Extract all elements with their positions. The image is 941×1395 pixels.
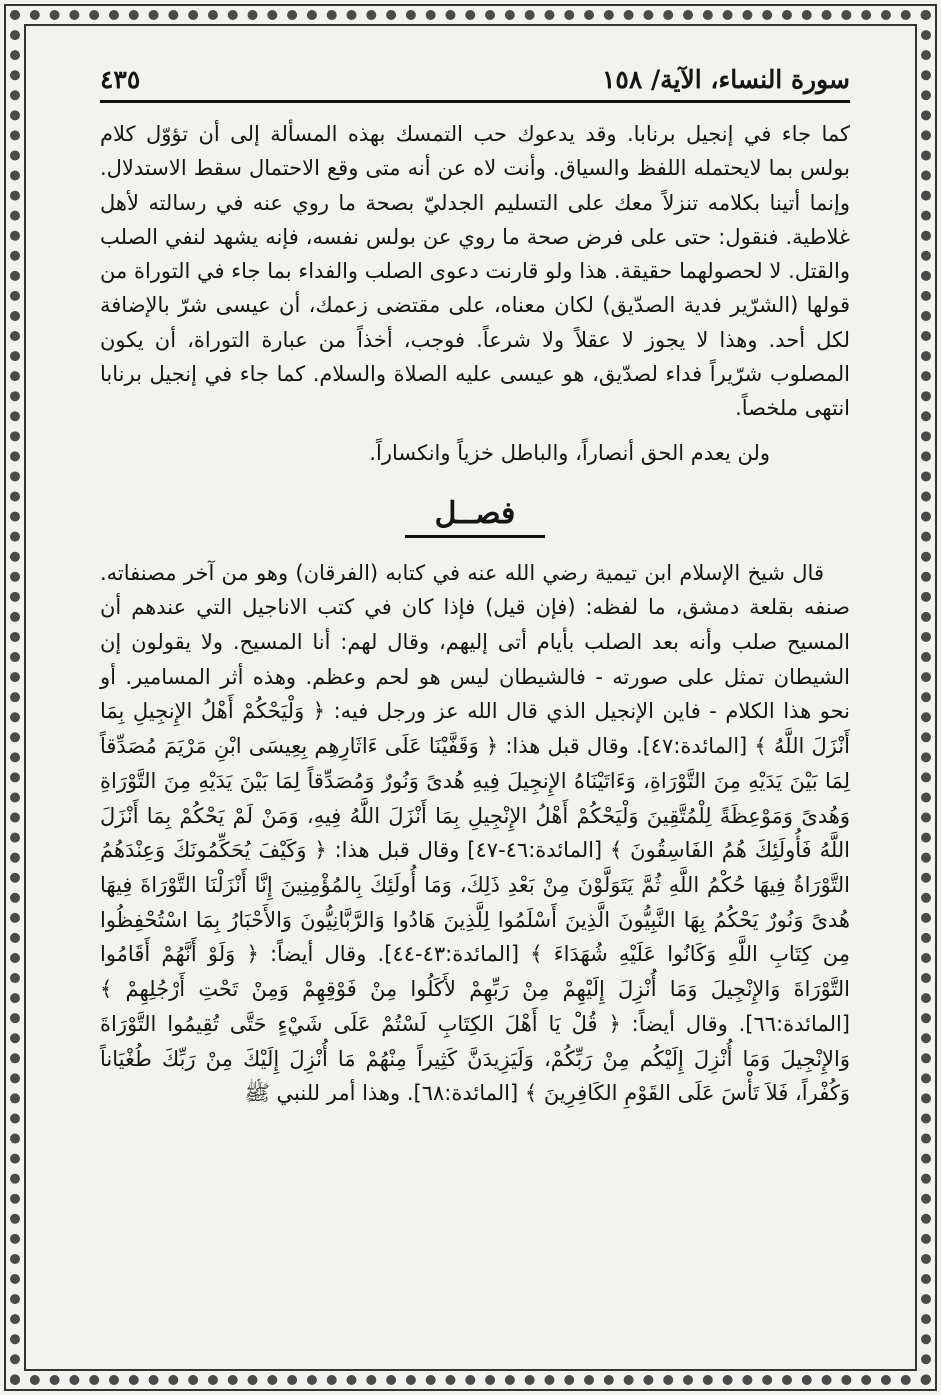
page-content (100, 58, 850, 1348)
section-heading (100, 496, 850, 538)
closing-line: ولن يعدم الحق أنصاراً، والباطل خزياً وانكساراً. (369, 440, 770, 465)
paragraph-1: كما جاء في إنجيل برنابا. وقد يدعوك حب التمسك بهذه المسألة إلى أن تؤوّل كلام بولس بما لايحتمله اللفظ والسياق. وأنت لاه عن أنه متى وقع الاحتمال سقط الاستدلال. وإنما أتينا بكلامه تنزلاً معك على التسليم الجدليّ بصحة ما روي عنه في رسالته لأهل غلاطية. فنقول: حتى على فرض صحة ما روي عن بولس نفسه، فإنه يشهد لنفي الصلب والقتل. لا لحصولهما حقيقة. هذا ولو قارنت دعوى الصلب والفداء بما جاء في التوراة من قولها (الشرّير فدية الصدّيق) لكان معناه، على مقتضى زعمك، أن عيسى شرّ بالإضافة لكل أحد. وهذا لا يجوز لا عقلاً ولا شرعاً. فوجب، أخذاً من عبارة التوراة، أن يكون المصلوب شرّيراً فداء لصدّيق، هو عيسى عليه الصلاة والسلام. كما جاء في إنجيل برنابا انتهى ملخصاً. (100, 122, 850, 421)
running-header (100, 58, 850, 94)
header-rule (100, 100, 850, 103)
section-heading-text: فصــل (405, 496, 546, 538)
paragraph-2: قال شيخ الإسلام ابن تيمية رضي الله عنه في كتابه (الفرقان) وهو من آخر مصنفاته. صنفه بقلعة دمشق، ما لفظه: (فإن قيل) فإذا كان في كتب الاناجيل التي عندهم أن المسيح صلب وأنه بعد الصلب بأيام أتى إليهم، وقال لهم: أنا المسيح. ولا يقولون إن الشيطان تمثل على صورته - فالشيطان ليس هو لحم وعظم. وهذه أثر المسامير. أو نحو هذا الكلام - فاين الإنجيل الذي قال الله عز ورجل فيه: ﴿ وَلْيَحْكُمْ أَهْلُ الإِنجِيلِ بِمَا أَنْزَلَ اللَّهُ ﴾ [المائدة:٤٧]. وقال قبل هذا: ﴿ وَقَفَّيْنَا عَلَى ءَاثَارِهِم بِعِيسَى ابْنِ مَرْيَمَ مُصَدِّقاً لِمَا بَيْنَ يَدَيْهِ مِنَ التَّوْرَاةِ، وَءَاتَيْنَاهُ الإِنجِيلَ فِيهِ هُدىً وَنُورٌ وَمُصَدِّقاً لِمَا بَيْنَ يَدَيْهِ مِنَ التَّوْرَاةِ وَهُدىً وَمَوْعِظَةً لِلْمُتَّقِينَ وَلْيَحْكُمْ أَهْلُ الإِنْجِيلِ بِمَا أَنْزَلَ اللَّهُ فِيهِ، وَمَنْ لَمْ يَحْكُمْ بِمَا أَنْزَلَ اللَّهُ فَأُولَئِكَ هُمُ الفَاسِقُونَ ﴾ [المائدة:٤٦-٤٧] وقال قبل هذا: ﴿ وَكَيْفَ يُحَكِّمُونَكَ وَعِنْدَهُمُ التَّوْرَاةُ فِيهَا حُكْمُ اللَّهِ ثُمَّ يَتَوَلَّوْنَ مِنْ بَعْدِ ذَلِكَ، وَمَا أُولَئِكَ بِالمُؤْمِنِينَ إِنَّا أَنْزَلْنَا التَّوْرَاةَ فِيهَا هُدىً وَنُورٌ يَحْكُمُ بِهَا النَّبِيُّونَ الَّذِينَ أَسْلَمُوا لِلَّذِينَ هَادُوا وَالرَّبَّانِيُّونَ وَالأَحْبَارُ بِمَا اسْتُحْفِظُوا مِن كِتَابِ اللَّهِ وَكَانُوا عَلَيْهِ شُهَدَاءَ ﴾ [المائدة:٤٣-٤٤]. وقال أيضاً: ﴿ وَلَوْ أَنَّهُمْ أَقَامُوا التَّوْرَاةَ وَالإِنْجِيلَ وَمَا أُنْزِلَ إِلَيْهِمْ مِنْ رَبِّهِمْ لأَكَلُوا مِنْ فَوْقِهِمْ وَمِنْ تَحْتِ أَرْجُلِهِمْ ﴾ [المائدة:٦٦]. وقال أيضاً: ﴿ قُلْ يَا أَهْلَ الكِتَابِ لَسْتُمْ عَلَى شَيْءٍ حَتَّى تُقِيمُوا التَّوْرَاةَ وَالإِنْجِيلَ وَمَا أُنْزِلَ إِلَيْكُم مِنْ رَبِّكُمْ، وَلَيَزِيدَنَّ كَثِيراً مِنْهُمْ مَا أُنْزِلَ إِلَيْكَ مِنْ رَبِّكَ طُغْيَاناً وَكُفْراً، فَلاَ تَأْسَ عَلَى القَوْمِ الكَافِرِينَ ﴾ [المائدة:٦٨]. وهذا أمر للنبي ﷺ (100, 560, 851, 1106)
page-number: ٤٣٥ (100, 65, 141, 94)
surah-reference: سورة النساء، الآية/ ١٥٨ (602, 65, 850, 94)
